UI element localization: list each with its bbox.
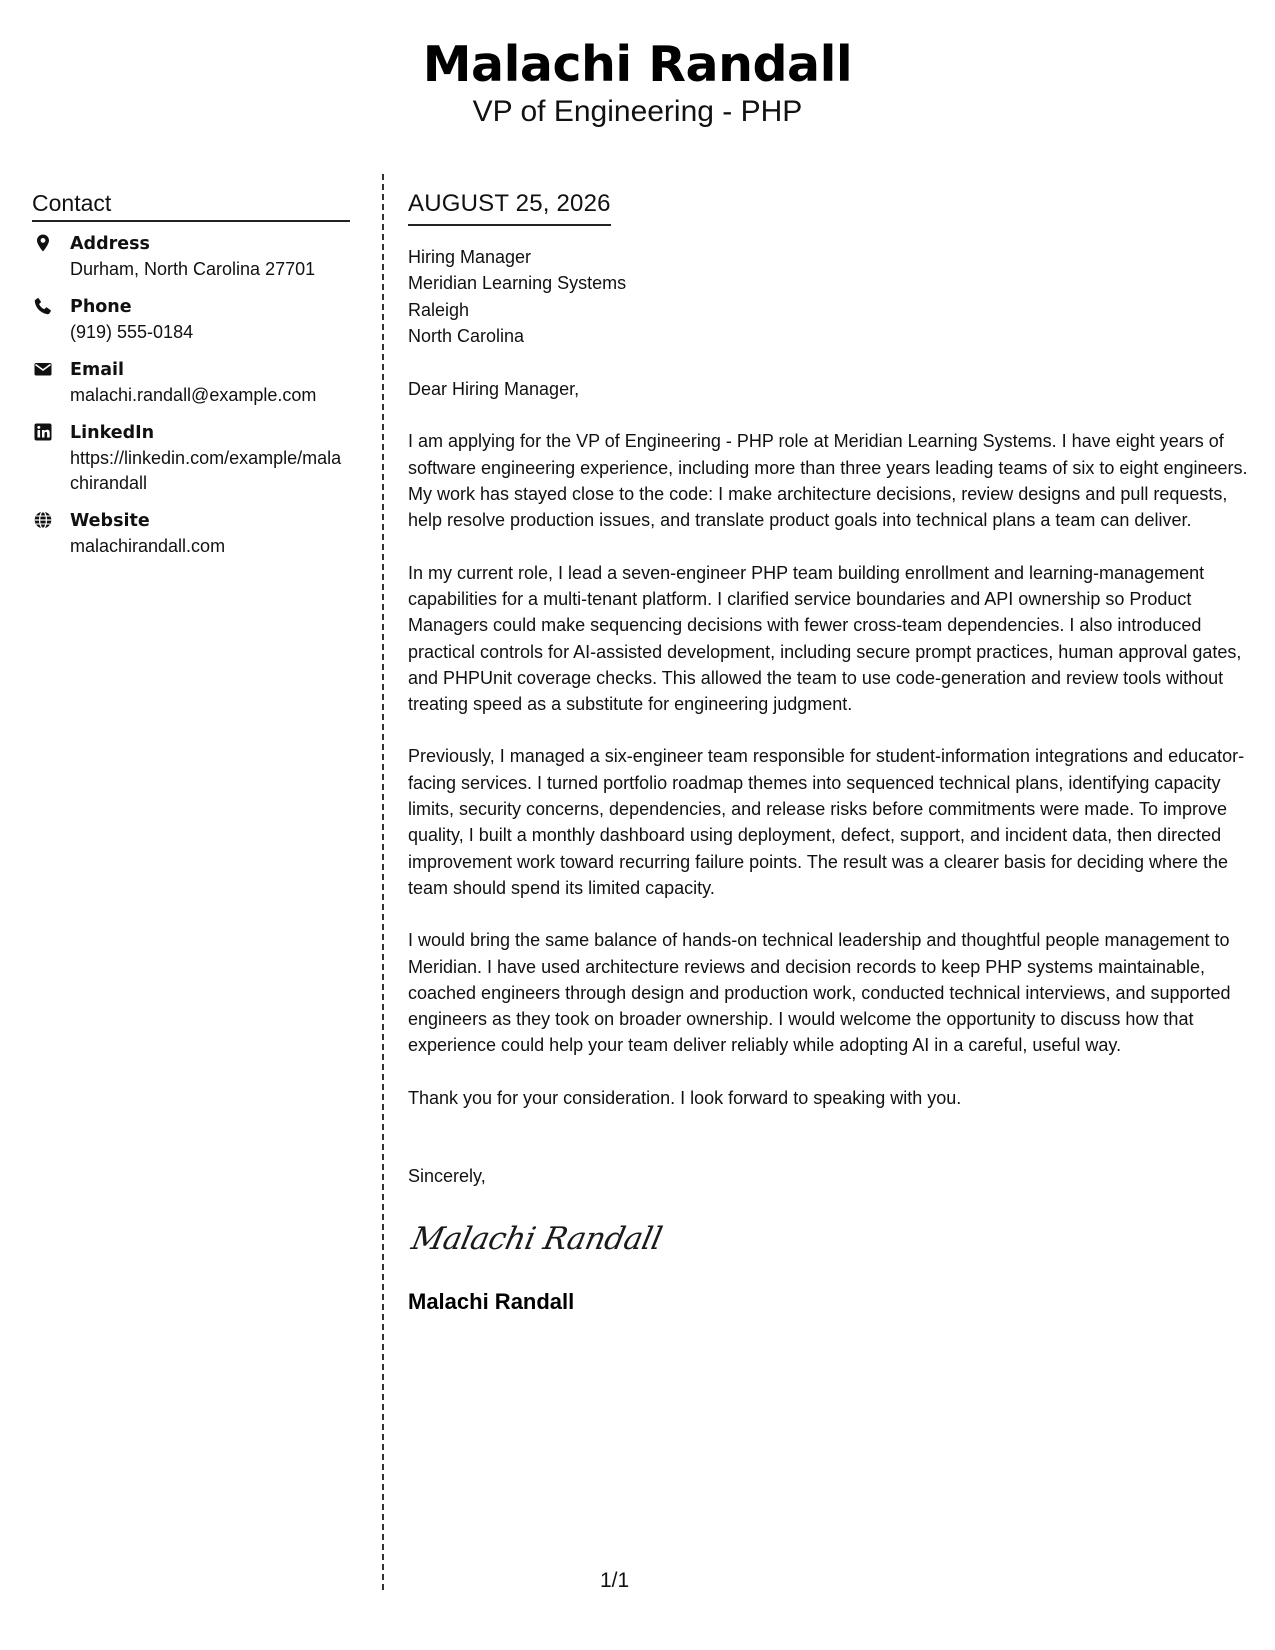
contact-label: Address (70, 234, 150, 254)
body-paragraph: I am applying for the VP of Engineering - PHP role at Meridian Learning Systems. I have eight years of software engineering experience, including more than three years leading teams of six to eight engineers. My work has stayed close to the code: I make architecture decisions, review designs and pull requests, help resolve production issues, and translate product goals into technical plans a team can deliver. (408, 431, 1248, 531)
map-pin-icon (33, 233, 53, 253)
handwritten-signature: Malachi Randall (408, 1221, 665, 1258)
linkedin-value: https://linkedin.com/example/malachirandall (70, 448, 342, 493)
contact-sidebar (32, 188, 350, 572)
phone-value: (919) 555-0184 (70, 322, 194, 342)
body-paragraph: In my current role, I lead a seven-engineer PHP team building enrollment and learning-management capabilities for a multi-tenant platform. I clarified service boundaries and API ownership so Product Managers could make sequencing decisions with fewer cross-team dependencies. I also introduced practical controls for AI-assisted development, including secure prompt practices, human approval gates, and PHPUnit coverage checks. This allowed the team to use code-generation and review tools without treating speed as a substitute for engineering judgment. (408, 562, 1242, 715)
signed-name: Malachi Randall (408, 1289, 575, 1315)
contact-list (32, 232, 350, 559)
salutation: Dear Hiring Manager, (408, 379, 580, 400)
cover-letter (408, 188, 1250, 1317)
contact-label: Website (70, 511, 150, 531)
linkedin-icon (33, 422, 53, 442)
recipient-line: North Carolina (408, 325, 525, 346)
page-number: 1/1 (600, 1569, 630, 1592)
closing: Sincerely, (408, 1166, 486, 1187)
contact-label: LinkedIn (70, 423, 155, 443)
phone-icon (33, 296, 53, 316)
contact-heading: Contact (32, 188, 350, 222)
job-title: VP of Engineering - PHP (472, 95, 803, 128)
body-paragraph: I would bring the same balance of hands-on technical leadership and thoughtful people management to Meridian. I have used architecture reviews and decision records to keep PHP systems maintainable, coached engineers through design and production work, conducted technical interviews, and supported engineers as they took on broader ownership. I would welcome the opportunity to discuss how that experience could help your team deliver reliably while adopting AI in a careful, useful way. (408, 930, 1231, 1056)
recipient-line: Meridian Learning Systems (408, 273, 627, 294)
letter-date: AUGUST 25, 2026 (408, 188, 611, 226)
candidate-name: Malachi Randall (422, 36, 853, 93)
contact-item-address (32, 232, 350, 282)
contact-item-linkedin (32, 421, 350, 496)
contact-label: Phone (70, 297, 132, 317)
recipient-line: Hiring Manager (408, 247, 532, 267)
recipient-line: Raleigh (408, 299, 470, 320)
contact-item-phone (32, 295, 350, 345)
contact-label: Email (70, 360, 124, 380)
contact-item-website (32, 509, 350, 559)
recipient-block (408, 244, 1250, 349)
email-value: malachi.randall@example.com (70, 385, 317, 405)
body-paragraph: Previously, I managed a six-engineer team responsible for student-information integrations and educator-facing services. I turned portfolio roadmap themes into sequenced technical plans, identifying capacity limits, security concerns, dependencies, and release risks before commitments were made. To improve quality, I built a monthly dashboard using deployment, defect, support, and incident data, then directed improvement work toward recurring failure points. The result was a clearer basis for deciding where the team should spend its limited capacity. (408, 746, 1245, 898)
address-value: Durham, North Carolina 27701 (70, 259, 316, 279)
globe-icon (33, 510, 53, 530)
body-paragraph: Thank you for your consideration. I look forward to speaking with you. (408, 1087, 962, 1108)
envelope-icon (33, 359, 53, 379)
website-value: malachirandall.com (70, 536, 226, 556)
contact-item-email (32, 358, 350, 408)
column-divider (382, 174, 384, 1590)
